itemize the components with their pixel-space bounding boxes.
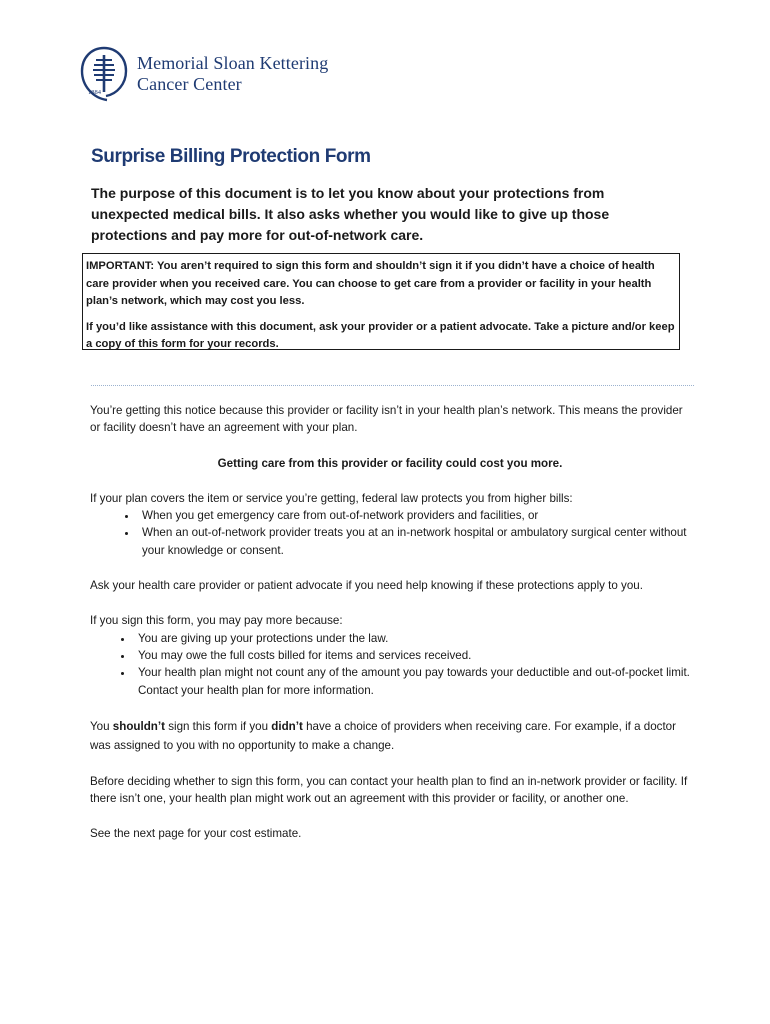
ask-help-paragraph: Ask your health care provider or patient advocate if you need help knowing if these protections apply to you.: [90, 579, 643, 593]
shouldnt-text-post: have a choice of providers when receiving care. For example, if a doctor was assigned to you with no opportunity to make a change.: [90, 719, 676, 752]
shouldnt-text-pre: You: [90, 719, 113, 733]
list-item: • When you get emergency care from out-of-network providers and facilities, or: [138, 507, 690, 524]
cost-warning: Getting care from this provider or facility could cost you more.: [217, 456, 563, 470]
list-item: • When an out-of-network provider treats you at an in-network hospital or ambulatory surgical center without your knowledge or consent.: [138, 524, 690, 559]
msk-emblem-icon: [79, 46, 129, 102]
important-paragraph-2: If you’d like assistance with this document, ask your provider or a patient advocate. Take a picture and/or keep a copy of this form for your records.: [86, 320, 675, 350]
logo-line-2: Cancer Center: [137, 74, 242, 94]
shouldnt-text-mid: sign this form if you: [164, 719, 272, 733]
form-body: [90, 402, 690, 843]
page-title: Surprise Billing Protection Form: [91, 146, 371, 167]
msk-logo: [79, 46, 328, 102]
logo-year: 1884: [88, 89, 101, 96]
shouldnt-emphasis: shouldn’t: [112, 719, 165, 733]
didnt-emphasis: didn’t: [271, 719, 303, 733]
list-item: • Your health plan might not count any of the amount you pay towards your deductible and out-of-pocket limit. Contact your health plan for more information.: [134, 664, 690, 699]
federal-protection-intro: If your plan covers the item or service you’re getting, federal law protects you from higher bills:: [90, 491, 573, 505]
purpose-statement: The purpose of this document is to let you know about your protections from unexpected medical bills. It also asks whether you would like to give up those protections and pay more for out-of-network care.: [91, 185, 610, 243]
important-paragraph-1: IMPORTANT: You aren’t required to sign this form and shouldn’t sign it if you didn’t have a choice of health care provider when you received care. You can choose to get care from a provider or facility in your health plan’s network, which may cost you less.: [86, 260, 655, 307]
before-deciding-paragraph: Before deciding whether to sign this form, you can contact your health plan to find an in-network provider or facility. If there isn’t one, your health plan might work out an agreement with this provider or facility, or another one.: [90, 774, 688, 806]
shouldnt-sign-paragraph: [90, 717, 690, 755]
list-item: • You are giving up your protections under the law.: [134, 630, 690, 647]
logo-wordmark: [137, 53, 328, 95]
next-page-note: See the next page for your cost estimate.: [90, 827, 302, 841]
logo-line-1: Memorial Sloan Kettering: [137, 53, 329, 73]
list-item: • You may owe the full costs billed for items and services received.: [134, 647, 690, 664]
sign-consequences-intro: If you sign this form, you may pay more because:: [90, 614, 343, 628]
section-divider: [91, 385, 694, 386]
out-of-network-notice: You’re getting this notice because this provider or facility isn’t in your health plan’s network. This means the provider or facility doesn’t have an agreement with your plan.: [90, 404, 683, 435]
sign-consequences-list: [90, 630, 690, 699]
federal-protection-list: [90, 507, 690, 559]
important-notice-box: [82, 253, 680, 350]
